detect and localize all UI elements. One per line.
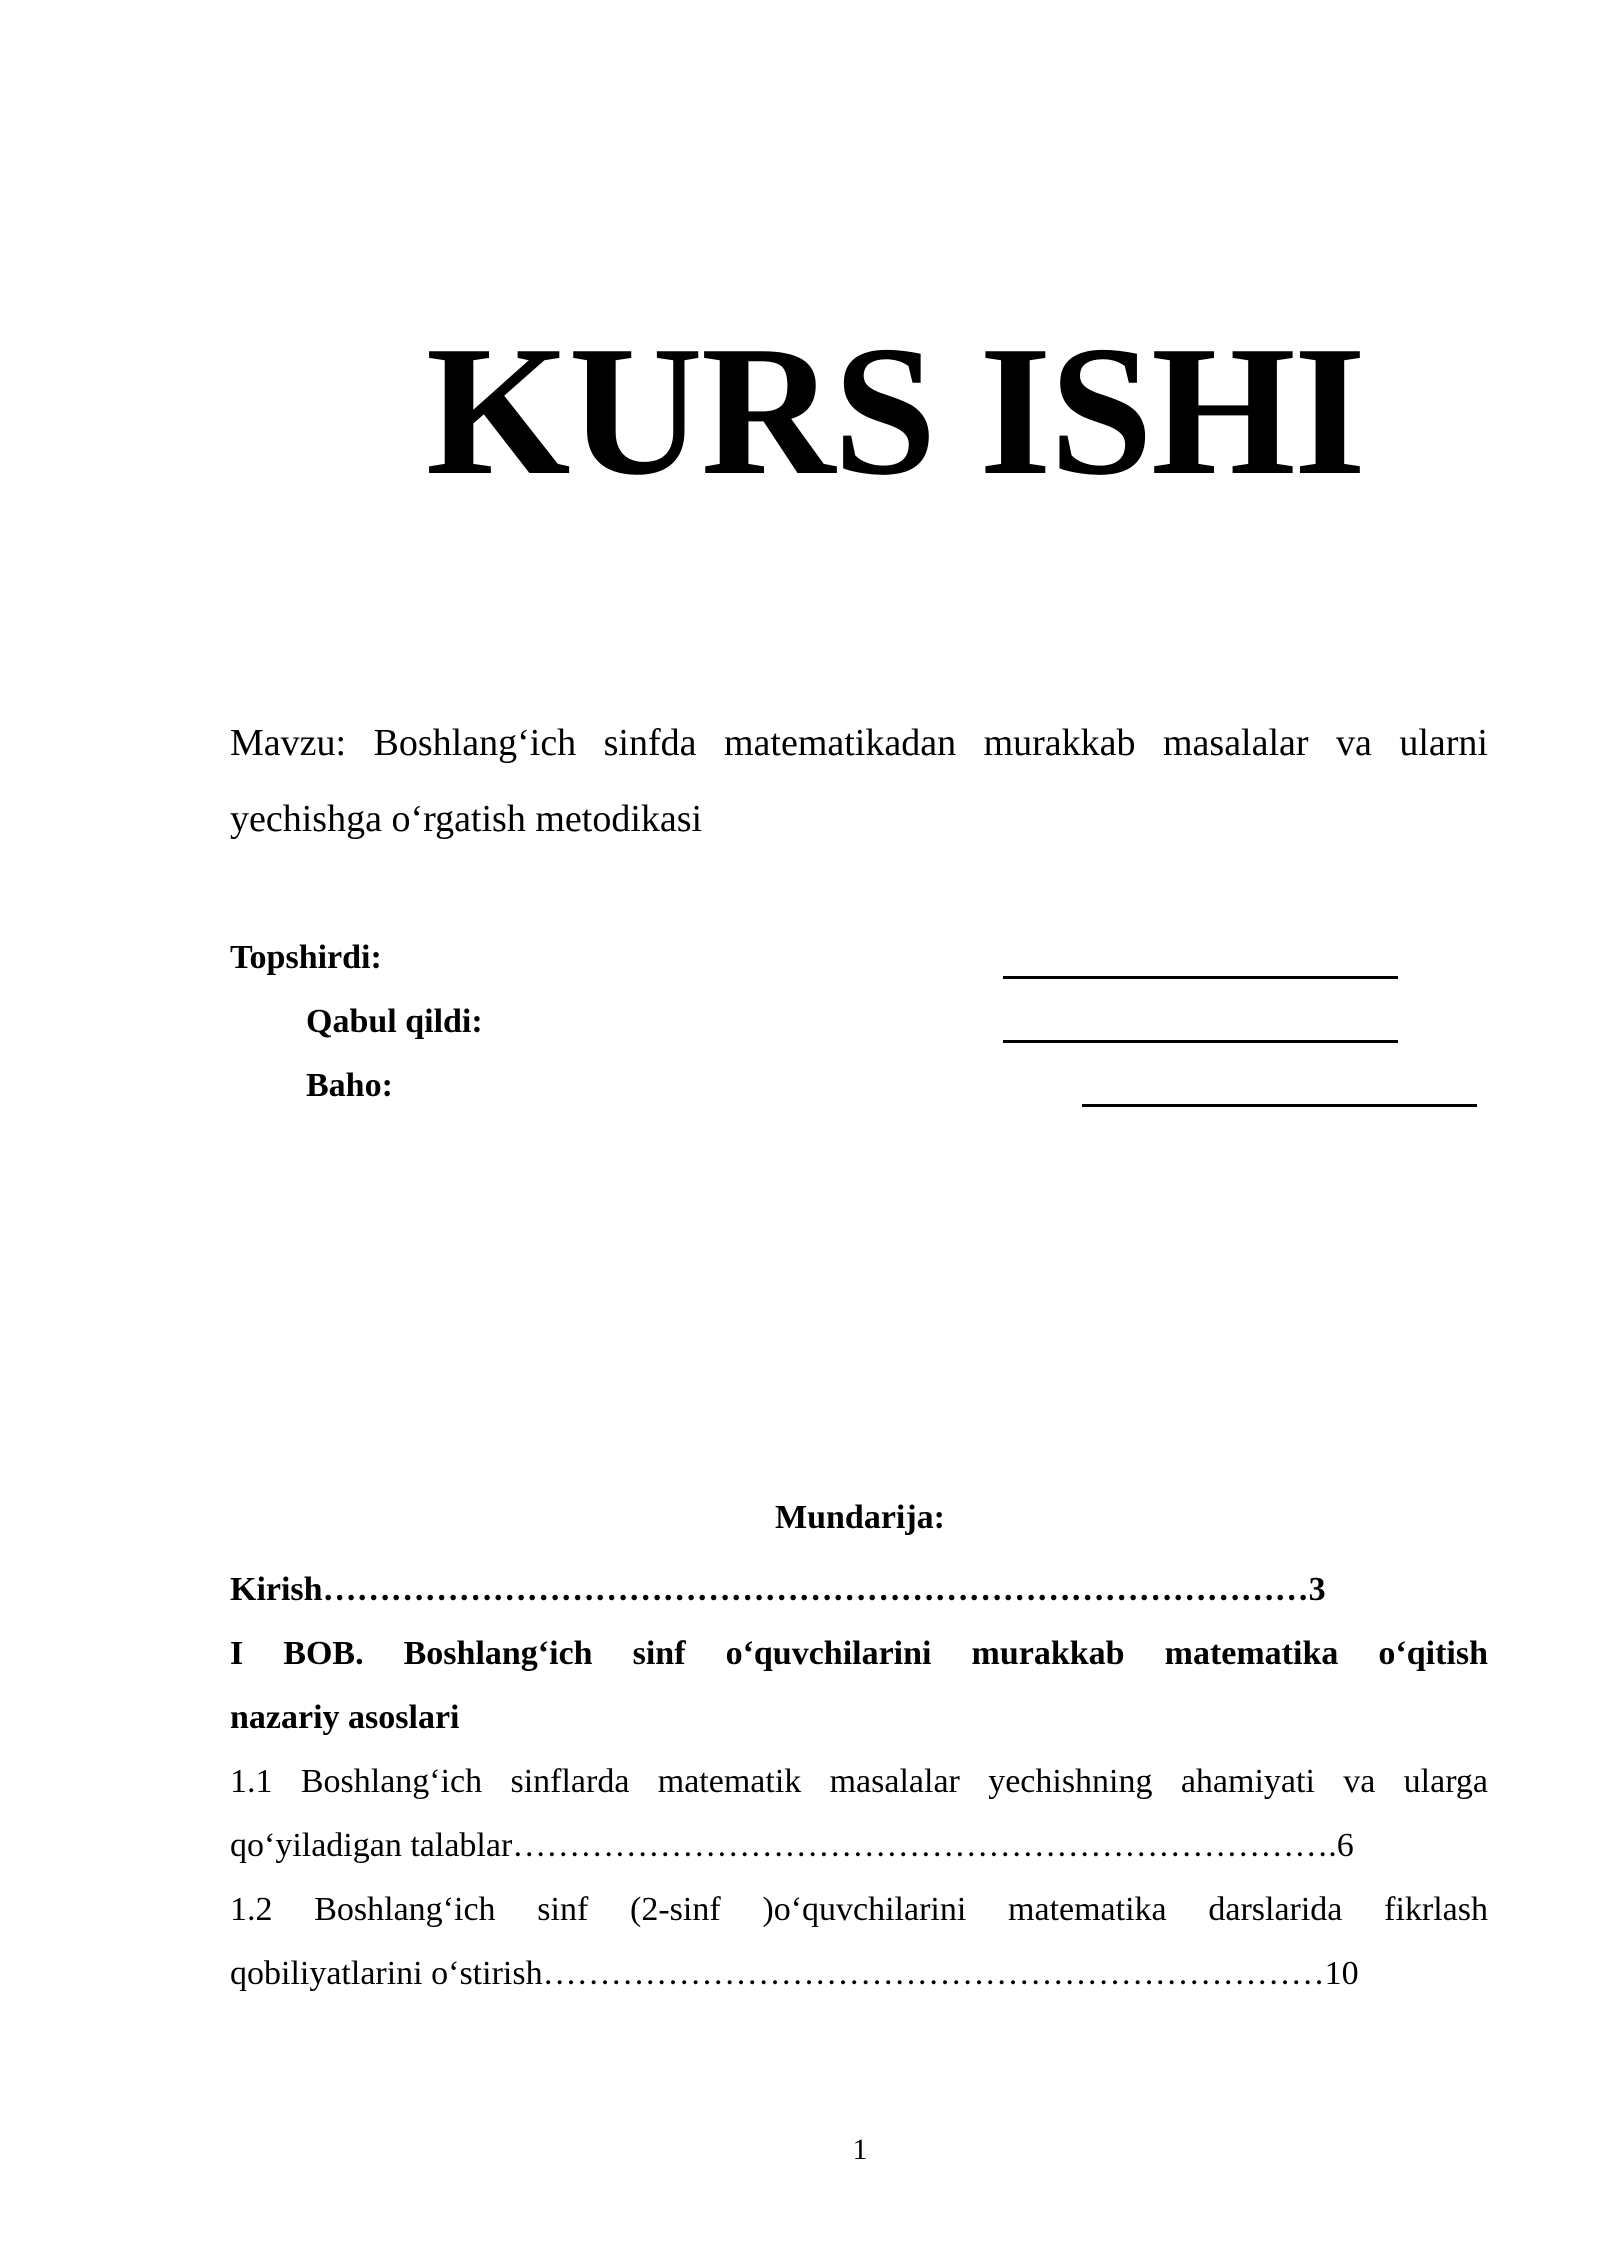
topic-paragraph: Mavzu: Boshlang‘ich sinfda matematikadan murakkab masalalar va ularni yechishga o‘rgatish metodikasi	[230, 722, 1488, 840]
toc-entry-chapter1-line2: nazariy asoslari	[230, 1699, 460, 1736]
toc-entry-section12-line1: 1.2 Boshlang‘ich sinf (2-sinf )o‘quvchilarini matematika darslarida fikrlash	[230, 1891, 1488, 1928]
submitted-signature-line	[1003, 976, 1398, 979]
table-of-contents	[230, 1558, 1488, 2006]
toc-entry-section11-line2: qo‘yiladigan talablar……………………………………………………………….6	[230, 1827, 1354, 1864]
toc-heading: Mundarija:	[775, 1499, 945, 1536]
toc-entry-section12-line2: qobiliyatlarini o‘stirish……………………………………………………………10	[230, 1955, 1359, 1992]
toc-entry-chapter1-line1: I BOB. Boshlang‘ich sinf o‘quvchilarini murakkab matematika o‘qitish	[230, 1635, 1488, 1672]
toc-entry-section11-line1: 1.1 Boshlang‘ich sinflarda matematik masalalar yechishning ahamiyati va ularga	[230, 1763, 1488, 1800]
document-title: KURS ISHI	[425, 308, 1365, 514]
grade-signature-line	[1082, 1104, 1477, 1107]
toc-entry-intro: Kirish……………………………………………………………………………3	[230, 1571, 1326, 1608]
submitted-label: Topshirdi:	[230, 939, 382, 976]
accepted-label: Qabul qildi:	[306, 1003, 483, 1040]
accepted-signature-line	[1003, 1040, 1398, 1043]
page-number: 1	[852, 2133, 868, 2166]
grade-label: Baho:	[306, 1067, 393, 1104]
